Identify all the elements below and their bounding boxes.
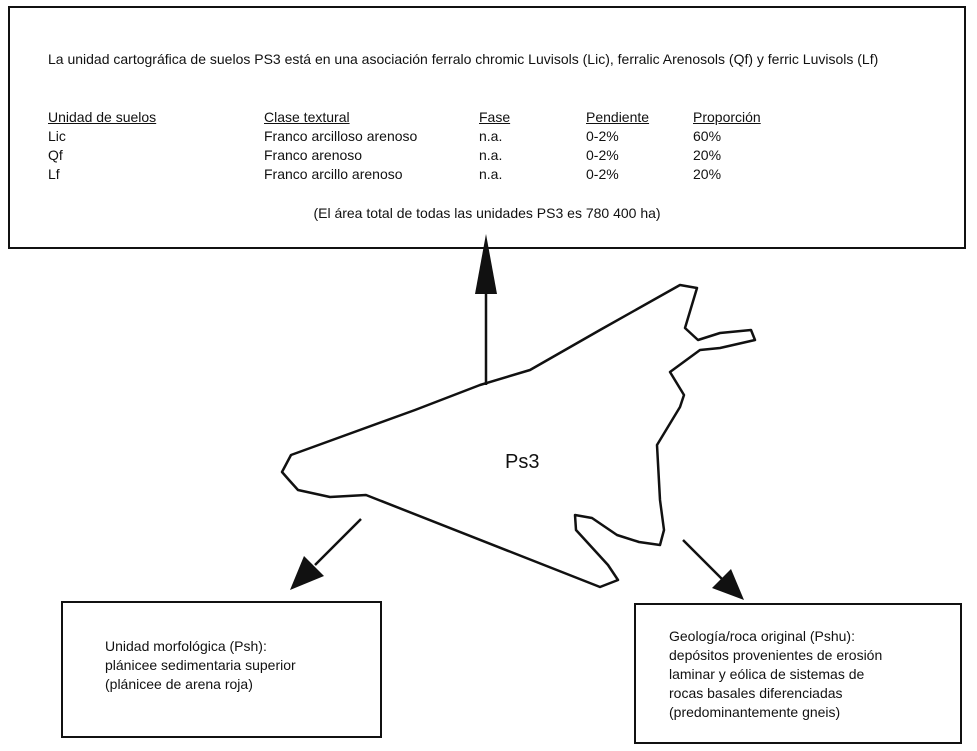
soil-unit-description: La unidad cartográfica de suelos PS3 está en una asociación ferralo chromic Luvisols (Lic), ferralic Arenosols (Qf) y ferric Luvisols (Lf) xyxy=(48,51,879,67)
table-cell: 0-2% xyxy=(586,127,619,144)
morphology-line: Unidad morfológica (Psh): xyxy=(105,638,267,654)
header-fase: Fase xyxy=(479,108,511,125)
table-cell: 20% xyxy=(693,146,722,163)
header-unidad: Unidad de suelos xyxy=(48,108,157,125)
geology-line: laminar y eólica de sistemas de xyxy=(669,666,865,682)
header-proporcion: Proporción xyxy=(693,108,761,125)
morphology-line: (plánicee de arena roja) xyxy=(105,676,253,692)
table-cell: Qf xyxy=(48,146,63,163)
morphology-text xyxy=(105,637,375,694)
table-cell: Lf xyxy=(48,165,60,182)
geology-box xyxy=(634,603,962,744)
table-cell: 0-2% xyxy=(586,165,619,182)
morphology-box xyxy=(61,601,382,738)
table-cell: 60% xyxy=(693,127,722,144)
table-cell: n.a. xyxy=(479,146,503,163)
table-cell: Lic xyxy=(48,127,66,144)
morphology-line: plánicee sedimentaria superior xyxy=(105,657,296,673)
geology-line: Geología/roca original (Pshu): xyxy=(669,628,855,644)
header-clase: Clase textural xyxy=(264,108,350,125)
arrow-right-line xyxy=(683,540,723,580)
table-cell: n.a. xyxy=(479,165,503,182)
map-unit-label: Ps3 xyxy=(505,451,540,473)
geology-line: (predominantemente gneis) xyxy=(669,704,841,720)
header-pendiente: Pendiente xyxy=(586,108,650,125)
geology-line: rocas basales diferenciadas xyxy=(669,685,843,701)
table-cell: Franco arcilloso arenoso xyxy=(264,127,418,144)
table-cell: 20% xyxy=(693,165,722,182)
geology-line: depósitos provenientes de erosión xyxy=(669,647,883,663)
table-cell: 0-2% xyxy=(586,146,619,163)
arrow-up-head xyxy=(475,234,497,294)
table-cell: Franco arenoso xyxy=(264,146,363,163)
geology-text xyxy=(669,627,959,722)
arrow-left-line xyxy=(315,519,361,565)
table-cell: Franco arcillo arenoso xyxy=(264,165,403,182)
total-area-note: (El área total de todas las unidades PS3 es 780 400 ha) xyxy=(313,205,661,221)
table-cell: n.a. xyxy=(479,127,503,144)
